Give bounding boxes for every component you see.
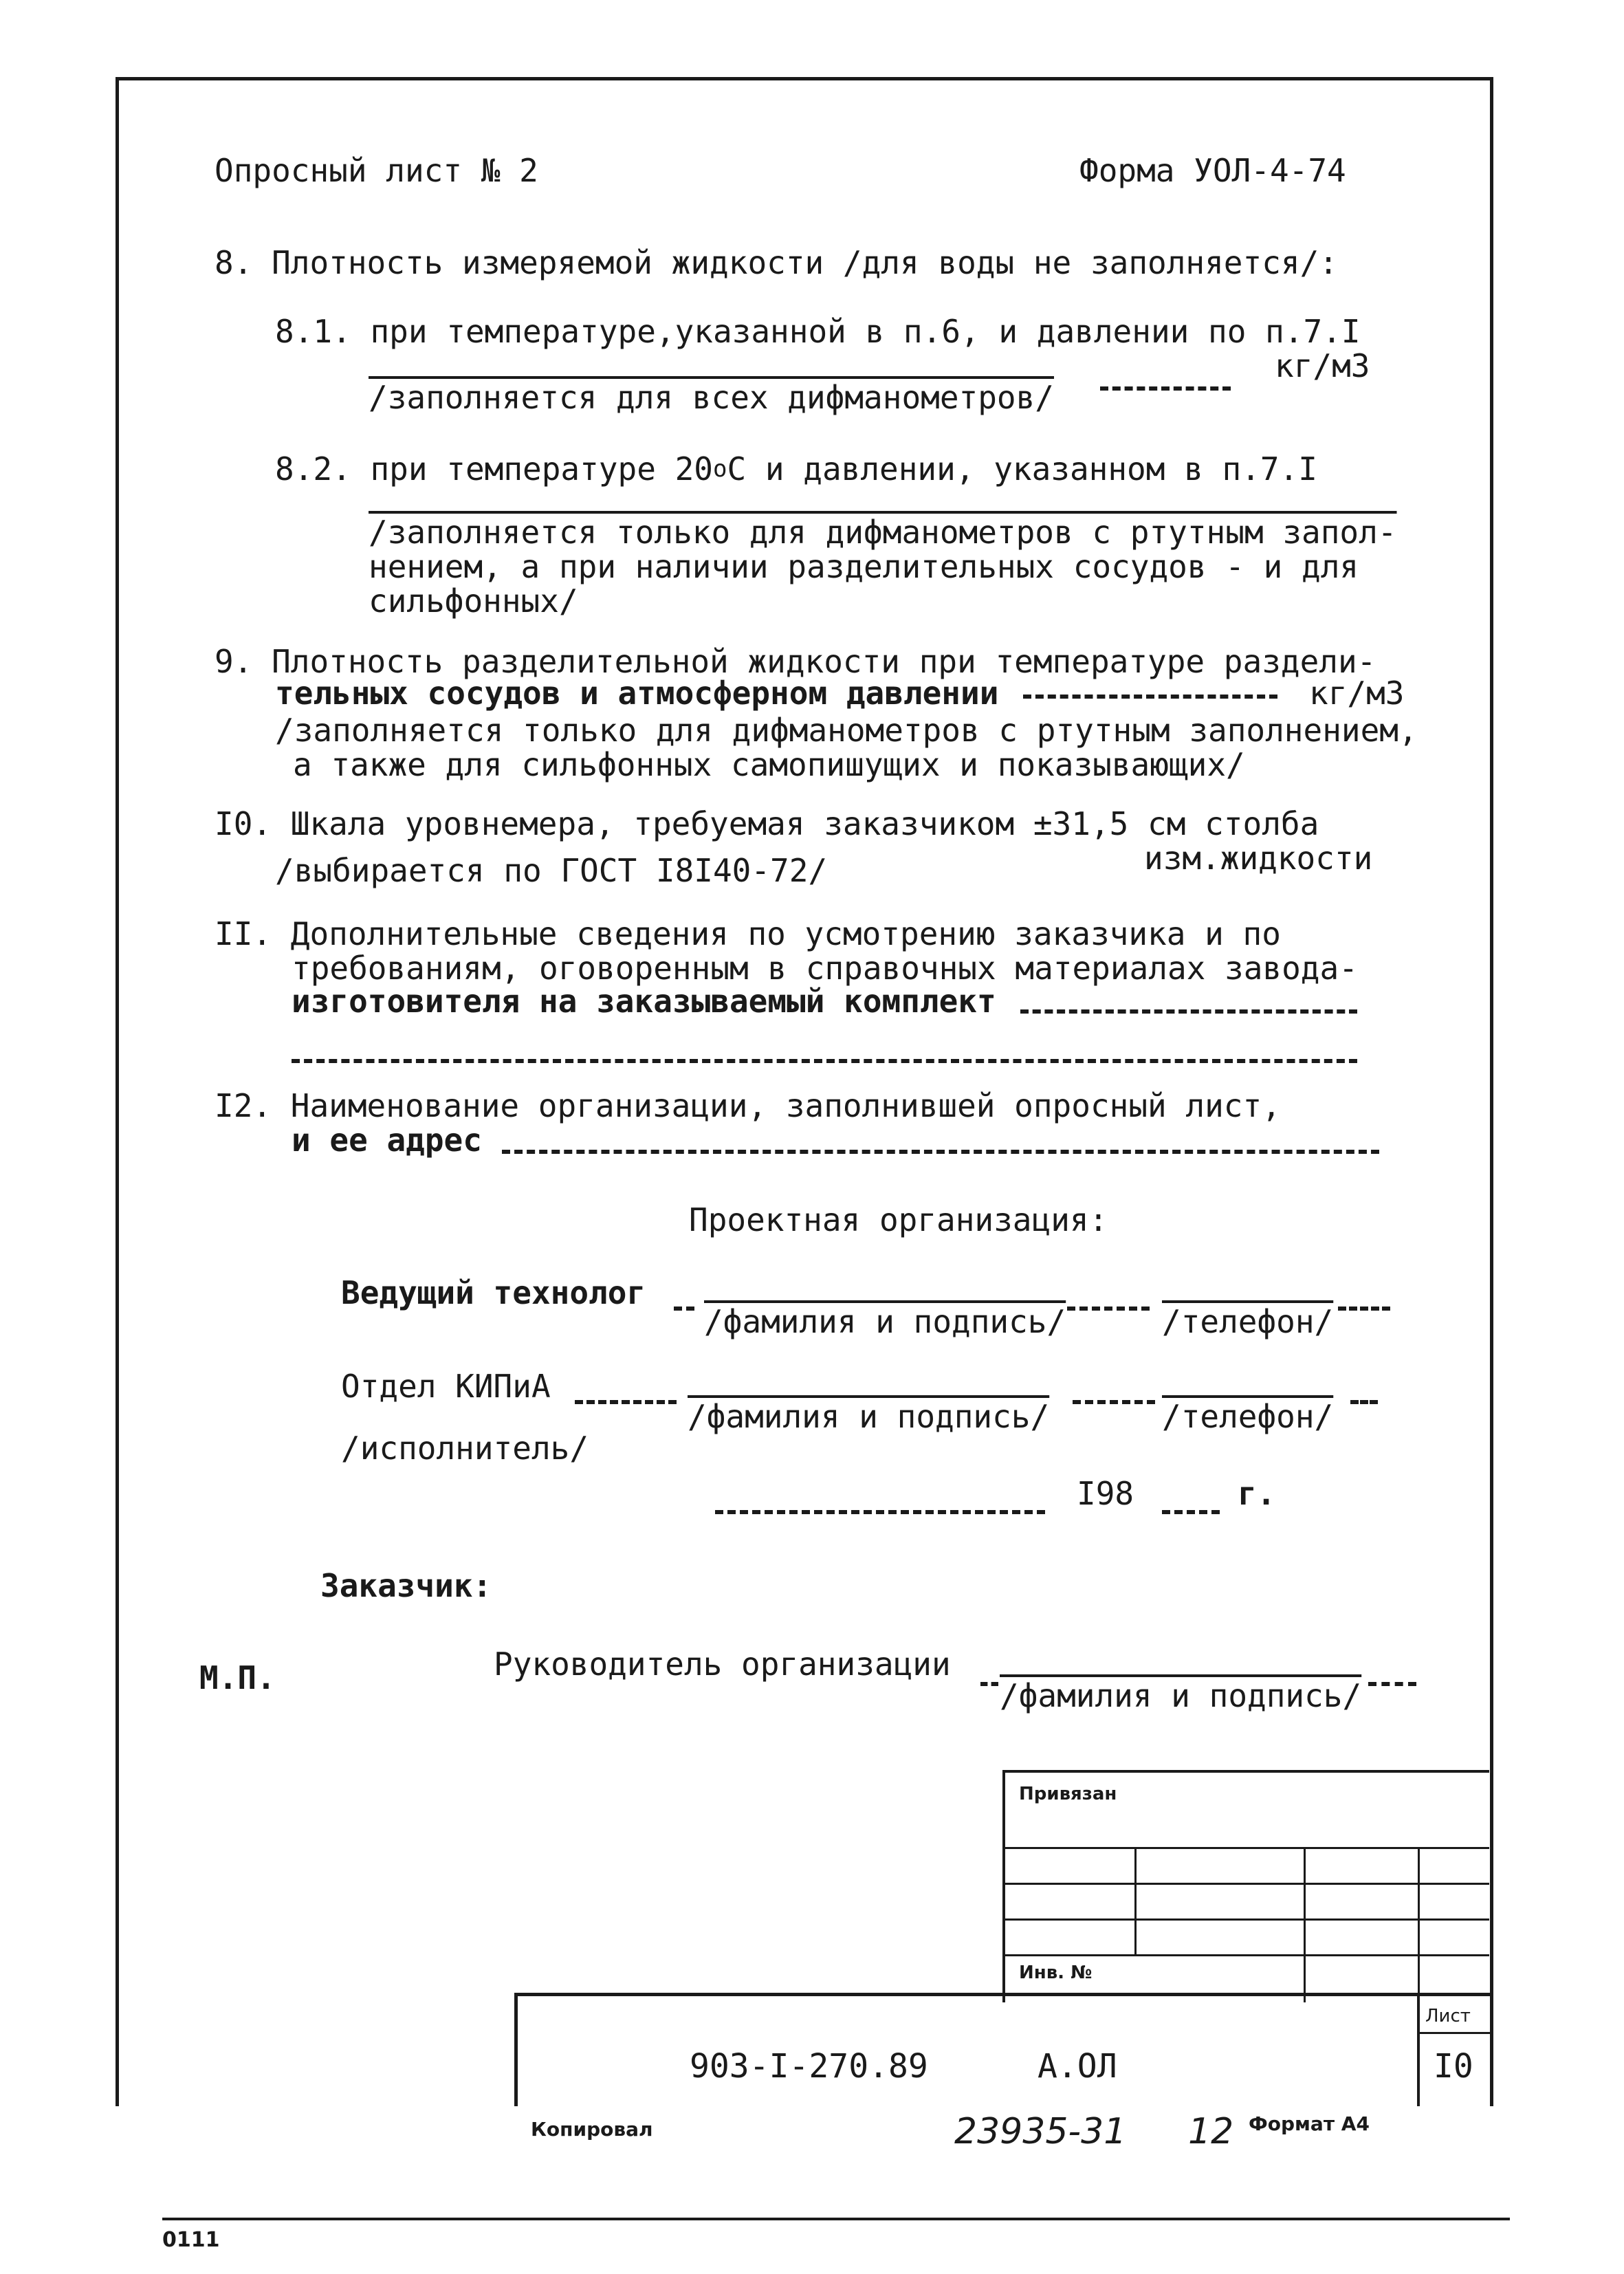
inventory-no-label: Инв. № xyxy=(1019,1963,1093,1983)
table-line xyxy=(1417,1996,1420,2106)
lead-tech-phone: /телефон/ xyxy=(1162,1303,1334,1340)
design-org-title: Проектная организация: xyxy=(689,1201,1108,1238)
year-label: I98 xyxy=(1077,1475,1134,1512)
date-fill-line xyxy=(715,1510,1045,1514)
form-title: Опросный лист № 2 xyxy=(215,152,538,189)
executor-label: /исполнитель/ xyxy=(341,1430,589,1467)
org-head-label: Руководитель организации xyxy=(494,1646,951,1683)
table-line xyxy=(1005,1954,1489,1956)
table-line xyxy=(1304,1847,1306,2002)
item-11-line-2: требованиям, оговоренным в справочных материалах завода- xyxy=(292,950,1358,987)
item-12-line-2: и ее адрес xyxy=(292,1122,482,1159)
page-number: 12 xyxy=(1188,2111,1234,2152)
table-line xyxy=(1005,1883,1489,1885)
dash-segment xyxy=(1368,1682,1416,1686)
year-suffix: г. xyxy=(1238,1475,1276,1512)
dash-segment xyxy=(1067,1307,1150,1311)
item-10-unit: изм.жидкости xyxy=(1144,840,1373,877)
table-line xyxy=(1134,1847,1137,1954)
project-code: 903-I-270.89 xyxy=(690,2047,928,2086)
dash-segment xyxy=(1350,1400,1378,1404)
item-8-2-note-1: /заполняется только для дифманометров с ртутным запол- xyxy=(369,514,1397,551)
dash-segment xyxy=(1162,1510,1220,1514)
item-8-2-text: 8.2. при температуре $20^оС$ и давлении, указанном в п.7.I xyxy=(275,450,1317,488)
table-line xyxy=(1418,1847,1420,2002)
item-8-title: 8. Плотность измеряемой жидкости /для воды не заполняется/: xyxy=(215,244,1338,281)
item-8-2-note-3: сильфонных/ xyxy=(369,582,578,620)
item-12-line-1: I2. Наименование организации, заполнившей опросный лист, xyxy=(215,1087,1281,1124)
lead-technologist-label: Ведущий технолог xyxy=(341,1274,646,1311)
dash-segment xyxy=(674,1307,694,1311)
archive-number: 23935-31 xyxy=(954,2111,1127,2152)
form-code: Форма УОЛ-4-74 xyxy=(1079,152,1346,189)
item-9-line-4: а также для сильфонных самопишущих и показывающих/ xyxy=(293,746,1245,783)
dash-segment xyxy=(1073,1400,1155,1404)
item-11-line-3: изготовителя на заказываемый комплект xyxy=(292,983,996,1020)
item-8-1-fill-line xyxy=(1100,386,1231,391)
customer-label: Заказчик: xyxy=(320,1567,492,1604)
item-10-line-2: /выбирается по ГОСТ I8I40-72/ xyxy=(275,852,828,889)
org-head-sign: /фамилия и подпись/ xyxy=(1000,1677,1362,1714)
item-11-fill-line-2 xyxy=(292,1059,1357,1063)
table-line xyxy=(1005,1847,1489,1849)
stamp-table-upper xyxy=(1002,1770,1489,2002)
dash-segment xyxy=(575,1400,677,1404)
item-8-2-note-2: нением, а при наличии разделительных сосудов - и для xyxy=(369,548,1359,585)
paper-format: Формат А4 xyxy=(1249,2112,1370,2135)
item-9-fill-line xyxy=(1023,695,1277,699)
item-12-fill-line xyxy=(502,1150,1379,1154)
sheet-label: Лист xyxy=(1425,2006,1471,2026)
item-9-line-3: /заполняется только для дифманометров с ртутным заполнением, xyxy=(275,712,1418,749)
copied-by-label: Копировал xyxy=(531,2118,653,2141)
table-line xyxy=(1417,2032,1490,2034)
corner-code: 0111 xyxy=(162,2228,220,2252)
item-11-fill-line-1 xyxy=(1020,1009,1357,1014)
bound-label: Привязан xyxy=(1019,1784,1117,1804)
bottom-rule xyxy=(162,2218,1510,2220)
lead-tech-name-sign: /фамилия и подпись/ xyxy=(704,1303,1066,1340)
dept-phone: /телефон/ xyxy=(1162,1398,1334,1435)
dash-segment xyxy=(980,1682,998,1686)
kip-dept-label: Отдел КИПиА xyxy=(341,1368,551,1405)
sheet-number: I0 xyxy=(1434,2047,1473,2086)
table-line xyxy=(1005,1918,1489,1921)
item-10-line-1: I0. Шкала уровнемера, требуемая заказчиком ±31,5 см столба xyxy=(215,805,1319,842)
item-8-1-unit: кг/м3 xyxy=(1275,347,1370,384)
seal-place-label: М.П. xyxy=(199,1659,276,1696)
stamp-table-main xyxy=(514,1993,1490,2106)
dash-segment xyxy=(1338,1307,1390,1311)
item-8-1-note: /заполняется для всех дифманометров/ xyxy=(369,379,1054,416)
dept-name-sign: /фамилия и подпись/ xyxy=(688,1398,1050,1435)
item-11-line-1: II. Дополнительные сведения по усмотрению заказчика и по xyxy=(215,915,1281,952)
item-9-line-2: тельных сосудов и атмосферном давлении xyxy=(275,675,999,712)
document-code: А.ОЛ xyxy=(1038,2047,1117,2086)
item-9-unit: кг/м3 xyxy=(1309,675,1405,712)
item-9-line-1: 9. Плотность разделительной жидкости при температуре раздели- xyxy=(215,643,1376,680)
item-8-1-text: 8.1. при температуре,указанной в п.6, и давлении по п.7.I xyxy=(275,313,1361,350)
